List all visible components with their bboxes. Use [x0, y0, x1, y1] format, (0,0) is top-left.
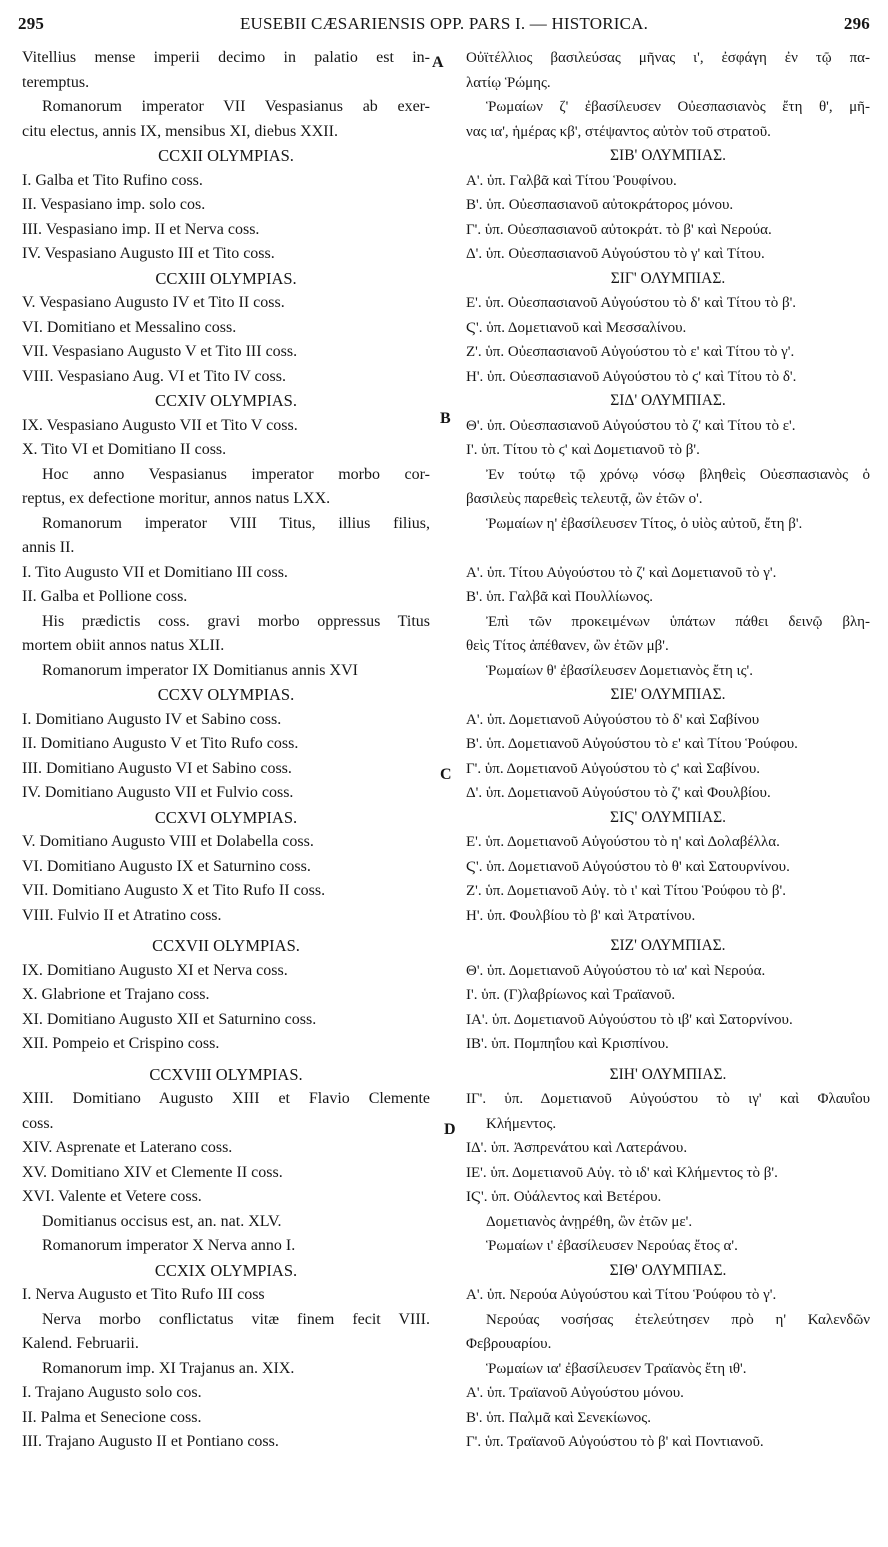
- greek-line: Ε'. ὑπ. Δομετιανοῦ Αὐγούστου τὸ η' καὶ Δολαβέλλα.: [466, 834, 780, 850]
- greek-line: Ἐπὶ τῶν προκειμένων ὑπάτων πάθει δεινῷ βλη-: [486, 613, 870, 630]
- greek-line: Θ'. ὑπ. Οὐεσπασιανοῦ Αὐγούστου τὸ ζ' καὶ Τίτου τὸ ε'.: [466, 417, 796, 434]
- greek-line: Ι'. ὑπ. Τίτου τὸ ϛ' καὶ Δομετιανοῦ τὸ β'.: [466, 442, 700, 458]
- latin-line: IV. Domitiano Augusto VII et Fulvio coss.: [22, 784, 294, 801]
- latin-line: V. Domitiano Augusto VIII et Dolabella coss.: [22, 833, 314, 850]
- greek-line: ΙΔ'. ὑπ. Ἀσπρενάτου καὶ Λατεράνου.: [466, 1140, 688, 1156]
- latin-olympiad-heading: CCXII OLYMPIAS.: [158, 146, 294, 165]
- latin-line: III. Trajano Augusto II et Pontiano coss.: [22, 1433, 279, 1450]
- greek-line: Δ'. ὑπ. Δομετιανοῦ Αὐγούστου τὸ ζ' καὶ Φουλβίου.: [466, 785, 771, 801]
- latin-line: Vitellius mense imperii decimo in palatio est in-: [22, 49, 430, 66]
- latin-line: VII. Domitiano Augusto X et Tito Rufo II coss.: [22, 882, 326, 899]
- latin-line: X. Tito VI et Domitiano II coss.: [22, 441, 227, 458]
- latin-line: VI. Domitiano Augusto IX et Saturnino coss.: [22, 857, 311, 875]
- latin-olympiad-heading: CCXIV OLYMPIAS.: [155, 391, 297, 410]
- latin-olympiad-heading: CCXVII OLYMPIAS.: [152, 936, 300, 955]
- latin-line: III. Domitiano Augusto VI et Sabino coss.: [22, 759, 292, 777]
- greek-olympiad-heading: ΣΙΒ' ΟΛΥΜΠΙΑΣ.: [610, 147, 726, 164]
- greek-olympiad-heading: ΣΙΔ' ΟΛΥΜΠΙΑΣ.: [610, 392, 726, 409]
- latin-line: coss.: [22, 1114, 54, 1132]
- latin-olympiad-heading: CCXVI OLYMPIAS.: [154, 807, 298, 827]
- latin-line: XIV. Asprenate et Laterano coss.: [22, 1139, 233, 1156]
- latin-line: I. Domitiano Augusto IV et Sabino coss.: [22, 710, 282, 728]
- latin-line: Romanorum imperator VIII Titus, illius filius,: [42, 514, 430, 532]
- greek-line: Α'. ὑπ. Γαλβᾶ καὶ Τίτου Ῥουφίνου.: [466, 172, 677, 189]
- greek-line: [466, 536, 870, 561]
- greek-olympiad-heading: ΣΙΘ' ΟΛΥΜΠΙΑΣ.: [609, 1261, 727, 1279]
- latin-olympiad-heading: CCXIII OLYMPIAS.: [155, 268, 297, 288]
- latin-olympiad-heading: CCXVIII OLYMPIAS.: [149, 1064, 303, 1084]
- greek-line: Ῥωμαίων η' ἐβασίλευσεν Τίτος, ὁ υἱὸς αὐτοῦ, ἔτη β'.: [486, 515, 803, 532]
- greek-line: Ἐν τούτῳ τῷ χρόνῳ νόσῳ βληθεὶς Οὐεσπασιανὸς ὁ: [486, 466, 870, 483]
- greek-line: Β'. ὑπ. Γαλβᾶ καὶ Πουλλίωνος.: [466, 589, 654, 605]
- latin-line: III. Vespasiano imp. II et Nerva coss.: [22, 220, 260, 238]
- greek-line: ΙϚ'. ὑπ. Οὐάλεντος καὶ Βετέρου.: [466, 1189, 662, 1205]
- latin-line: citu electus, annis IX, mensibus XI, diebus XXII.: [22, 122, 338, 140]
- latin-line: II. Palma et Senecione coss.: [22, 1408, 202, 1426]
- greek-line: Α'. ὑπ. Νερούα Αὐγούστου καὶ Τίτου Ῥούφου τὸ γ'.: [466, 1287, 777, 1303]
- greek-line: Δ'. ὑπ. Οὐεσπασιανοῦ Αὐγούστου τὸ γ' καὶ Τίτου.: [466, 246, 765, 262]
- greek-line: Κλήμεντος.: [486, 1115, 557, 1132]
- latin-line: IX. Vespasiano Augusto VII et Tito V coss.: [22, 416, 298, 434]
- greek-line: ΙΓ'. ὑπ. Δομετιανοῦ Αὐγούστου τὸ ιγ' καὶ Φλαυΐου: [466, 1091, 870, 1107]
- latin-line: XI. Domitiano Augusto XII et Saturnino coss.: [22, 1010, 317, 1028]
- greek-line: Φεβρουαρίου.: [466, 1336, 552, 1352]
- latin-line: I. Trajano Augusto solo cos.: [22, 1384, 202, 1401]
- latin-line: His prædictis coss. gravi morbo oppressus Titus: [42, 612, 430, 630]
- greek-line: Γ'. ὑπ. Δομετιανοῦ Αὐγούστου τὸ ϛ' καὶ Σαβίνου.: [466, 760, 761, 777]
- latin-olympiad-heading: CCXV OLYMPIAS.: [157, 685, 295, 704]
- page-number-right: 296: [843, 14, 870, 33]
- greek-olympiad-heading: ΣΙΖ' ΟΛΥΜΠΙΑΣ.: [610, 937, 726, 954]
- latin-line: IV. Vespasiano Augusto III et Tito coss.: [22, 245, 275, 262]
- latin-line: VII. Vespasiano Augusto V et Tito III coss.: [22, 343, 298, 360]
- latin-olympiad-heading: CCXIX OLYMPIAS.: [154, 1260, 298, 1280]
- greek-line: Ϛ'. ὑπ. Δομετιανοῦ Αὐγούστου τὸ θ' καὶ Σατουρνίνου.: [466, 858, 790, 875]
- latin-line: reptus, ex defectione moritur, annos natus LXX.: [22, 490, 331, 507]
- greek-line: Ϛ'. ὑπ. Δομετιανοῦ καὶ Μεσσαλίνου.: [466, 319, 687, 336]
- greek-line: Νερούας νοσήσας ἐτελεύτησεν πρὸ η' Καλενδῶν: [486, 1311, 870, 1328]
- latin-line: teremptus.: [22, 73, 90, 91]
- latin-line: V. Vespasiano Augusto IV et Tito II coss.: [22, 294, 285, 311]
- running-header: [18, 14, 870, 38]
- latin-line: Kalend. Februarii.: [22, 1335, 139, 1352]
- greek-line: Ῥωμαίων ζ' ἐβασίλευσεν Οὐεσπασιανὸς ἔτη θ', μῆ-: [486, 99, 870, 115]
- greek-line: θεὶς Τίτος ἀπέθανεν, ὢν ἐτῶν μβ'.: [466, 638, 669, 654]
- greek-line: Ῥωμαίων ι' ἐβασίλευσεν Νερούας ἔτος α'.: [486, 1238, 738, 1254]
- latin-line: I. Nerva Augusto et Tito Rufo III coss: [22, 1286, 265, 1303]
- latin-line: Domitianus occisus est, an. nat. XLV.: [42, 1212, 282, 1230]
- latin-column: [22, 46, 430, 1455]
- latin-line: Hoc anno Vespasianus imperator morbo cor-: [42, 465, 430, 483]
- latin-line: XII. Pompeio et Crispino coss.: [22, 1035, 220, 1052]
- greek-line: Θ'. ὑπ. Δομετιανοῦ Αὐγούστου τὸ ια' καὶ Νερούα.: [466, 962, 766, 979]
- greek-line: Η'. ὑπ. Οὐεσπασιανοῦ Αὐγούστου τὸ ϛ' καὶ Τίτου τὸ δ'.: [466, 368, 797, 385]
- greek-line: ΙΕ'. ὑπ. Δομετιανοῦ Αὐγ. τὸ ιδ' καὶ Κλήμεντος τὸ β'.: [466, 1164, 778, 1181]
- section-marker-a: A: [432, 54, 444, 71]
- greek-olympiad-heading: ΣΙϚ' ΟΛΥΜΠΙΑΣ.: [610, 808, 726, 826]
- greek-line: Ζ'. ὑπ. Δομετιανοῦ Αὐγ. τὸ ι' καὶ Τίτου Ῥούφου τὸ β'.: [466, 883, 786, 899]
- latin-line: II. Domitiano Augusto V et Tito Rufo coss.: [22, 735, 299, 752]
- greek-line: Β'. ὑπ. Οὐεσπασιανοῦ αὐτοκράτορος μόνου.: [466, 197, 734, 213]
- latin-line: XVI. Valente et Vetere coss.: [22, 1188, 202, 1205]
- greek-line: Α'. ὑπ. Τραϊανοῦ Αὐγούστου μόνου.: [466, 1385, 684, 1401]
- running-title: EUSEBII CÆSARIENSIS OPP. PARS I. — HISTORICA.: [239, 14, 649, 33]
- latin-line: Romanorum imp. XI Trajanus an. XIX.: [42, 1359, 295, 1377]
- section-marker-c: C: [440, 766, 452, 783]
- section-marker-d: D: [444, 1121, 456, 1138]
- latin-line: I. Galba et Tito Rufino coss.: [22, 171, 203, 189]
- greek-line: Β'. ὑπ. Παλμᾶ καὶ Σενεκίωνος.: [466, 1409, 651, 1426]
- latin-line: VIII. Fulvio II et Atratino coss.: [22, 906, 222, 924]
- latin-line: IX. Domitiano Augusto XI et Nerva coss.: [22, 961, 288, 979]
- greek-line: Γ'. ὑπ. Οὐεσπασιανοῦ αὐτοκράτ. τὸ β' καὶ Νερούα.: [466, 221, 772, 238]
- latin-line: II. Vespasiano imp. solo cos.: [22, 196, 206, 213]
- greek-line: βασιλεὺς παρεθεὶς τελευτᾷ, ὢν ἐτῶν ο'.: [466, 491, 703, 507]
- latin-line: mortem obiit annos natus XLII.: [22, 637, 225, 654]
- greek-line: Ε'. ὑπ. Οὐεσπασιανοῦ Αὐγούστου τὸ δ' καὶ Τίτου τὸ β'.: [466, 295, 797, 311]
- greek-olympiad-heading: ΣΙΕ' ΟΛΥΜΠΙΑΣ.: [610, 686, 726, 703]
- latin-line: XIII. Domitiano Augusto XIII et Flavio Clemente: [22, 1090, 430, 1107]
- section-marker-b: B: [440, 410, 451, 427]
- greek-line: Οὐϊτέλλιος βασιλεύσας μῆνας ι', ἐσφάγη ἐν τῷ πα-: [466, 50, 870, 66]
- greek-line: Ῥωμαίων ια' ἐβασίλευσεν Τραϊανὸς ἔτη ιθ'.: [486, 1360, 747, 1377]
- greek-line: νας ια', ἡμέρας κβ', στέψαντος αὐτὸν τοῦ στρατοῦ.: [466, 123, 771, 140]
- greek-line: Α'. ὑπ. Τίτου Αὐγούστου τὸ ζ' καὶ Δομετιανοῦ τὸ γ'.: [466, 564, 777, 581]
- greek-line: Β'. ὑπ. Δομετιανοῦ Αὐγούστου τὸ ε' καὶ Τίτου Ῥούφου.: [466, 736, 798, 752]
- latin-line: II. Galba et Pollione coss.: [22, 588, 188, 605]
- latin-line: XV. Domitiano XIV et Clemente II coss.: [22, 1163, 283, 1181]
- greek-column: [466, 46, 870, 1455]
- latin-line: Romanorum imperator X Nerva anno I.: [42, 1237, 296, 1254]
- latin-line: Nerva morbo conflictatus vitæ finem fecit VIII.: [42, 1310, 430, 1328]
- latin-line: annis II.: [22, 539, 75, 556]
- latin-line: Romanorum imperator IX Domitianus annis XVI: [42, 661, 358, 679]
- latin-line: I. Tito Augusto VII et Domitiano III coss.: [22, 563, 288, 581]
- greek-line: Α'. ὑπ. Δομετιανοῦ Αὐγούστου τὸ δ' καὶ Σαβίνου: [466, 711, 760, 728]
- greek-olympiad-heading: ΣΙΓ' ΟΛΥΜΠΙΑΣ.: [610, 269, 726, 287]
- greek-line: ΙΒ'. ὑπ. Πομπηΐου καὶ Κρισπίνου.: [466, 1036, 669, 1052]
- greek-line: Γ'. ὑπ. Τραϊανοῦ Αὐγούστου τὸ β' καὶ Ποντιανοῦ.: [466, 1434, 764, 1450]
- greek-line: Ζ'. ὑπ. Οὐεσπασιανοῦ Αὐγούστου τὸ ε' καὶ Τίτου τὸ γ'.: [466, 344, 795, 360]
- greek-line: Ι'. ὑπ. (Γ)λαβρίωνος καὶ Τραϊανοῦ.: [466, 987, 676, 1003]
- greek-line: Η'. ὑπ. Φουλβίου τὸ β' καὶ Ἀτρατίνου.: [466, 907, 696, 924]
- greek-olympiad-heading: ΣΙΗ' ΟΛΥΜΠΙΑΣ.: [609, 1065, 727, 1083]
- latin-line: Romanorum imperator VII Vespasianus ab exer-: [42, 98, 430, 115]
- page-number-left: 295: [18, 14, 45, 33]
- greek-line: λατίῳ Ῥώμης.: [466, 74, 551, 91]
- greek-line: Δομετιανὸς ἀνῃρέθη, ὢν ἐτῶν με'.: [486, 1213, 693, 1230]
- greek-line: Ῥωμαίων θ' ἐβασίλευσεν Δομετιανὸς ἔτη ις'.: [486, 662, 753, 679]
- latin-line: VI. Domitiano et Messalino coss.: [22, 318, 237, 336]
- greek-line: ΙΑ'. ὑπ. Δομετιανοῦ Αὐγούστου τὸ ιβ' καὶ Σατορνίνου.: [466, 1011, 793, 1028]
- latin-line: VIII. Vespasiano Aug. VI et Tito IV coss.: [22, 367, 287, 385]
- latin-line: X. Glabrione et Trajano coss.: [22, 986, 210, 1003]
